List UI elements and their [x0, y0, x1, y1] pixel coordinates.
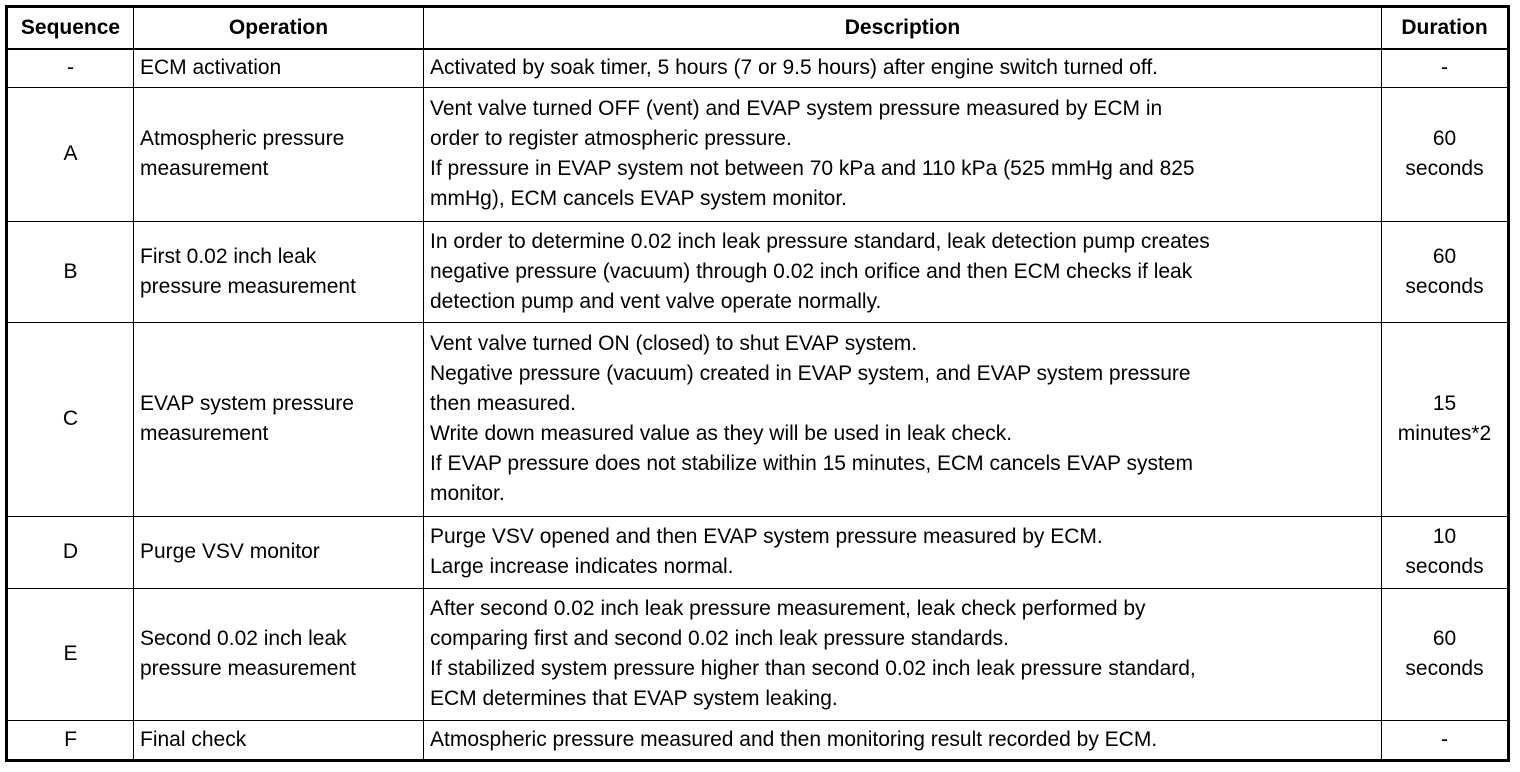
description-cell: In order to determine 0.02 inch leak pressure standard, leak detection pump creates negative pressure (vacuum) through 0.02 inch orifice and then ECM checks if leak detection pump and vent valve operate normally. — [424, 221, 1382, 322]
header-operation: Operation — [134, 7, 424, 50]
operation-cell: Atmospheric pressure measurement — [134, 87, 424, 221]
duration-cell: 60 seconds — [1382, 221, 1509, 322]
table-row — [7, 588, 1509, 720]
header-description: Description — [424, 7, 1382, 50]
evap-monitor-sequence-table — [5, 5, 1510, 762]
operation-cell: Second 0.02 inch leak pressure measurement — [134, 588, 424, 720]
duration-cell: 15 minutes*2 — [1382, 322, 1509, 516]
table-header-row — [7, 7, 1509, 50]
table-row — [7, 87, 1509, 221]
duration-cell: 60 seconds — [1382, 87, 1509, 221]
description-cell: Vent valve turned ON (closed) to shut EVAP system. Negative pressure (vacuum) created in EVAP system, and EVAP system pressure then measured. Write down measured value as they will be used in leak check. If EVAP pressure does not stabilize within 15 minutes, ECM cancels EVAP system monitor. — [424, 322, 1382, 516]
header-sequence: Sequence — [7, 7, 134, 50]
sequence-cell: F — [7, 720, 134, 760]
duration-cell: - — [1382, 720, 1509, 760]
sequence-cell: A — [7, 87, 134, 221]
header-duration: Duration — [1382, 7, 1509, 50]
sequence-cell: E — [7, 588, 134, 720]
operation-cell: ECM activation — [134, 49, 424, 87]
description-cell: Vent valve turned OFF (vent) and EVAP system pressure measured by ECM in order to register atmospheric pressure. If pressure in EVAP system not between 70 kPa and 110 kPa (525 mmHg and 825 mmHg), ECM cancels EVAP system monitor. — [424, 87, 1382, 221]
duration-cell: - — [1382, 49, 1509, 87]
table-row — [7, 322, 1509, 516]
sequence-cell: D — [7, 516, 134, 588]
sequence-cell: B — [7, 221, 134, 322]
duration-cell: 60 seconds — [1382, 588, 1509, 720]
operation-cell: Purge VSV monitor — [134, 516, 424, 588]
description-cell: After second 0.02 inch leak pressure measurement, leak check performed by comparing first and second 0.02 inch leak pressure standards. If stabilized system pressure higher than second 0.02 inch leak pressure standard, ECM determines that EVAP system leaking. — [424, 588, 1382, 720]
table-row — [7, 221, 1509, 322]
table-row — [7, 516, 1509, 588]
duration-cell: 10 seconds — [1382, 516, 1509, 588]
operation-cell: Final check — [134, 720, 424, 760]
table-row — [7, 720, 1509, 760]
description-cell: Activated by soak timer, 5 hours (7 or 9.5 hours) after engine switch turned off. — [424, 49, 1382, 87]
sequence-cell: C — [7, 322, 134, 516]
table-body — [7, 49, 1509, 760]
description-cell: Atmospheric pressure measured and then monitoring result recorded by ECM. — [424, 720, 1382, 760]
description-cell: Purge VSV opened and then EVAP system pressure measured by ECM. Large increase indicates normal. — [424, 516, 1382, 588]
table-row — [7, 49, 1509, 87]
sequence-cell: - — [7, 49, 134, 87]
operation-cell: First 0.02 inch leak pressure measurement — [134, 221, 424, 322]
operation-cell: EVAP system pressure measurement — [134, 322, 424, 516]
